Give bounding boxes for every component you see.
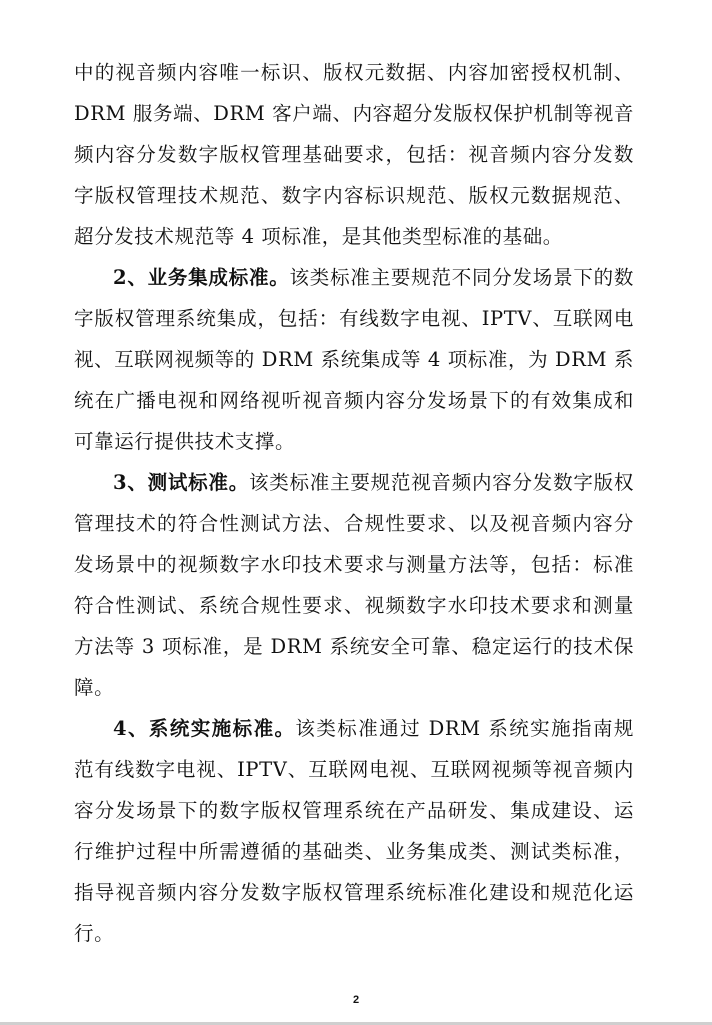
paragraph-testing [74, 462, 634, 708]
paragraph-continuation [74, 52, 634, 257]
paragraph-text: 该类标准通过 DRM 系统实施指南规范有线数字电视、IPTV、互联网电视、互联网视频等视音频内容分发场景下的数字版权管理系统在产品研发、集成建设、运行维护过程中所需遵循的基础类、业务集成类、测试类标准，指导视音频内容分发数字版权管理系统标准化建设和规范化运行。 [74, 717, 634, 945]
paragraph-text: 中的视音频内容唯一标识、版权元数据、内容加密授权机制、DRM 服务端、DRM 客户端、内容超分发版权保护机制等视音频内容分发数字版权管理基础要求，包括：视音频内容分发数字版权管理技术规范、数字内容标识规范、版权元数据规范、超分发技术规范等 4 项标准，是其他类型标准的基础。 [74, 61, 634, 248]
paragraph-system-implementation [74, 708, 634, 954]
body-text [74, 52, 634, 954]
paragraph-business-integration [74, 257, 634, 462]
page-number: 2 [352, 994, 360, 1006]
paragraph-text: 该类标准主要规范视音频内容分发数字版权管理技术的符合性测试方法、合规性要求、以及视音频内容分发场景中的视频数字水印技术要求与测量方法等，包括：标准符合性测试、系统合规性要求、视频数字水印技术要求和测量方法等 3 项标准，是 DRM 系统安全可靠、稳定运行的技术保障。 [74, 471, 634, 699]
section-heading-business-integration: 2、业务集成标准。 [113, 266, 290, 289]
section-heading-testing: 3、测试标准。 [113, 471, 249, 494]
paragraph-text: 该类标准主要规范不同分发场景下的数字版权管理系统集成，包括：有线数字电视、IPTV、互联网电视、互联网视频等的 DRM 系统集成等 4 项标准，为 DRM 系统在广播电视和网络视听视音频内容分发场景下的有效集成和可靠运行提供技术支撑。 [74, 266, 635, 453]
section-heading-system-implementation: 4、系统实施标准。 [113, 717, 296, 740]
